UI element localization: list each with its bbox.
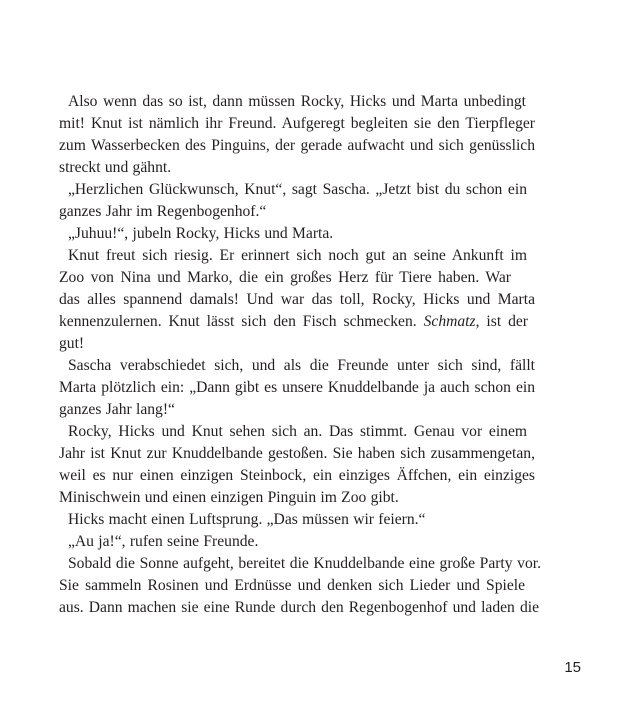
text-line: Rocky, Hicks und Knut sehen sich an. Das stimmt. Genau vor einem: [68, 423, 527, 440]
text-line: weil es nur einen einzigen Steinbock, ein einziges Äffchen, ein einziges: [59, 467, 535, 484]
text-line: Zoo von Nina und Marko, die ein großes Herz für Tiere haben. War: [59, 269, 511, 286]
text-line-emphasis: [59, 311, 528, 333]
text-line: Minischwein und einen einzigen Pinguin im Zoo gibt.: [59, 489, 399, 506]
text-line: ganzes Jahr lang!“: [59, 401, 175, 418]
text-line: Sobald die Sonne aufgeht, bereitet die Knuddelbande eine große Party vor.: [68, 555, 541, 572]
text-line: „Herzlichen Glückwunsch, Knut“, sagt Sascha. „Jetzt bist du schon ein: [68, 181, 527, 198]
text-line: zum Wasserbecken des Pinguins, der gerade aufwacht und sich genüsslich: [59, 137, 535, 154]
text-line: gut!: [59, 335, 85, 352]
text-segment: kennenzulernen. Knut lässt sich den Fisch schmecken.: [59, 313, 424, 330]
text-line: Marta plötzlich ein: „Dann gibt es unsere Knuddelbande ja auch schon ein: [59, 379, 535, 396]
text-segment: , ist der: [475, 313, 528, 330]
page-number: 15: [564, 659, 581, 676]
text-line: Sascha verabschiedet sich, und als die Freunde unter sich sind, fällt: [68, 357, 535, 374]
text-line: streckt und gähnt.: [59, 159, 172, 176]
text-line: „Au ja!“, rufen seine Freunde.: [68, 533, 259, 550]
text-line: Hicks macht einen Luftsprung. „Das müssen wir feiern.“: [68, 511, 426, 528]
text-line: Knut freut sich riesig. Er erinnert sich noch gut an seine Ankunft im: [68, 247, 527, 264]
text-line: Sie sammeln Rosinen und Erdnüsse und denken sich Lieder und Spiele: [59, 577, 525, 594]
text-line: aus. Dann machen sie eine Runde durch den Regenbogenhof und laden die: [59, 599, 539, 616]
emphasis-word: Schmatz: [423, 313, 476, 330]
text-line: „Juhuu!“, jubeln Rocky, Hicks und Marta.: [68, 225, 334, 242]
text-line: das alles spannend damals! Und war das toll, Rocky, Hicks und Marta: [59, 291, 535, 308]
text-line: Also wenn das so ist, dann müssen Rocky, Hicks und Marta unbedingt: [68, 93, 526, 110]
text-line: ganzes Jahr im Regenbogenhof.“: [59, 203, 267, 220]
text-line: Jahr ist Knut zur Knuddelbande gestoßen. Sie haben sich zusammengetan,: [59, 445, 535, 462]
text-line: mit! Knut ist nämlich ihr Freund. Aufgeregt begleiten sie den Tierpfleger: [59, 115, 535, 132]
